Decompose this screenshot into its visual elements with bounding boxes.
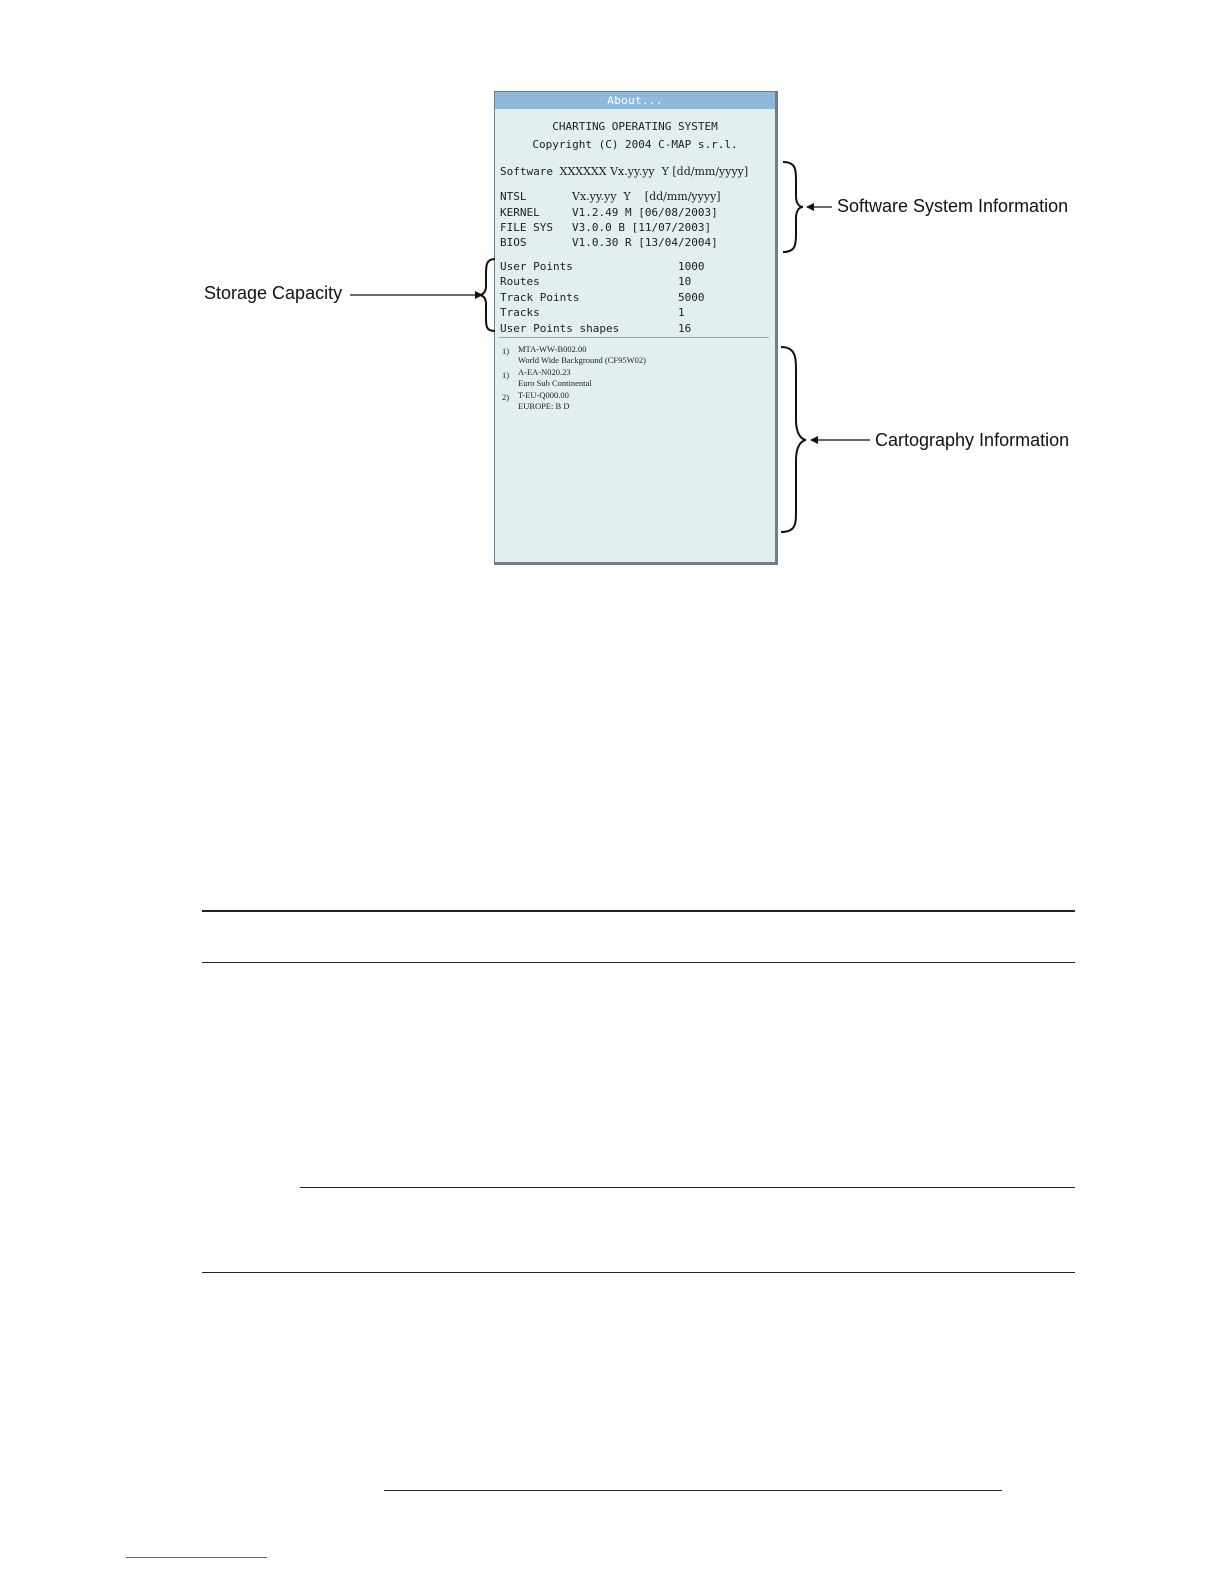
software-row-name: FILE SYS (500, 221, 553, 234)
link-underline[interactable] (126, 1557, 267, 1558)
cartography-entry-code: MTA-WW-B002.00 (518, 344, 587, 354)
software-system-information-label: Software System Information (837, 196, 1069, 216)
software-row-value: V1.2.49 M [06/08/2003] (572, 206, 718, 219)
storage-capacity-label: Storage Capacity (204, 283, 343, 303)
software-version-value: XXXXXX Vx.yy.yy Y [dd/mm/yyyy] (559, 165, 749, 178)
cartography-entry-code: A-EA-N020.23 (518, 367, 571, 377)
software-row-name: NTSL (500, 190, 527, 203)
storage-row-value: 1 (678, 306, 685, 319)
software-row-value: V3.0.0 B [11/07/2003] (572, 221, 712, 234)
storage-row-value: 10 (678, 275, 692, 288)
storage-row-value: 16 (678, 322, 692, 335)
cartography-entry-number: 1) (502, 346, 510, 356)
cartography-brace (781, 347, 806, 532)
copyright-text: Copyright (C) 2004 C-MAP s.r.l. (532, 138, 738, 151)
storage-row-name: Tracks (500, 306, 540, 319)
section-bottom-rule (202, 1272, 1075, 1273)
software-row-name: KERNEL (500, 206, 540, 219)
storage-row-name: Routes (500, 275, 540, 288)
software-brace (783, 162, 803, 252)
software-row-value: Vx.yy.yy Y [dd/mm/yyyy] (572, 190, 721, 203)
cartography-entry-number: 1) (502, 370, 510, 380)
cartography-entry-description: EUROPE: B D (518, 401, 570, 411)
storage-row-value: 1000 (678, 260, 705, 273)
storage-row-value: 5000 (678, 291, 705, 304)
cartography-information-label: Cartography Information (875, 430, 1070, 450)
section-top-rule (202, 910, 1075, 912)
storage-brace (480, 259, 495, 331)
software-row-value: V1.0.30 R [13/04/2004] (572, 236, 718, 249)
cartography-entry-code: T-EU-Q000.00 (518, 390, 569, 400)
cartography-entry-description: World Wide Background (CF95W02) (518, 355, 646, 365)
section-header-rule (202, 962, 1075, 963)
note-rule (300, 1187, 1075, 1188)
storage-row-name: User Points (500, 260, 573, 273)
storage-row-name: User Points shapes (500, 322, 620, 335)
dialog-title-bar: About... (495, 92, 775, 109)
software-version-line: Software XXXXXX Vx.yy.yy Y [dd/mm/yyyy] (500, 165, 749, 178)
software-row-name: BIOS (500, 236, 527, 249)
system-name: CHARTING OPERATING SYSTEM (552, 120, 718, 133)
cartography-entry-number: 2) (502, 392, 510, 402)
footer-rule (384, 1490, 1002, 1491)
cartography-entry-description: Euro Sub Continental (518, 378, 592, 388)
storage-row-name: Track Points (500, 291, 580, 304)
